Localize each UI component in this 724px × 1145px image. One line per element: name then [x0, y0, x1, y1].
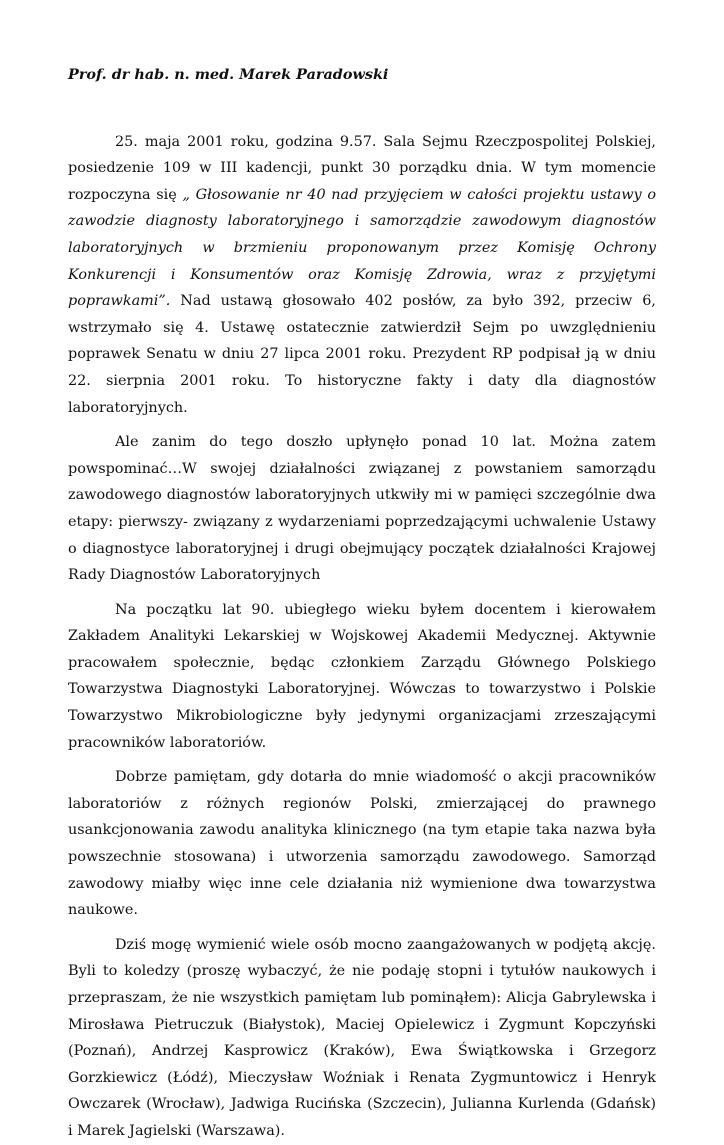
paragraph-1-lead: 25. maja 2001 roku, godzina 9.57. Sala Sejmu Rzeczpospolitej Polskiej, posiedzenie 109 w III kadencji, punkt 30 porządku dnia. W tym momencie rozpoczyna się [68, 133, 656, 203]
document-page [68, 62, 656, 1145]
paragraph-3: Na początku lat 90. ubiegłego wieku byłem docentem i kierowałem Zakładem Analityki Lekarskiej w Wojskowej Akademii Medycznej. Aktywnie pracowałem społecznie, będąc członkiem Zarządu Głównego Polskiego Towarzystwa Diagnostyki Laboratoryjnej. Wówczas to towarzystwo i Polskie Towarzystwo Mikrobiologiczne były jedynymi organizacjami zrzeszającymi pracowników laboratoriów. [68, 601, 656, 751]
paragraph-5: Dziś mogę wymienić wiele osób mocno zaangażowanych w podjętą akcję. Byli to koledzy (proszę wybaczyć, że nie podaję stopni i tytułów naukowych i przepraszam, że nie wszystkich pamiętam lub pominąłem): Alicja Gabrylewska i Mirosława Pietruczuk (Białystok), Maciej Opielewicz i Zygmunt Kopczyński (Poznań), Andrzej Kasprowicz (Kraków), Ewa Świątkowska i Grzegorz Gorzkiewicz (Łódź), Mieczysław Woźniak i Renata Zygmuntowicz i Henryk Owczarek (Wrocław), Jadwiga Rucińska (Szczecin), Julianna Kurlenda (Gdańsk) i Marek Jagielski (Warszawa). [68, 936, 656, 1139]
paragraph-4: Dobrze pamiętam, gdy dotarła do mnie wiadomość o akcji pracowników laboratoriów z różnych regionów Polski, zmierzającej do prawnego usankcjonowania zawodu analityka klinicznego (na tym etapie taka nazwa była powszechnie stosowana) i utworzenia samorządu zawodowego. Samorząd zawodowy miałby więc inne cele działania niż wymienione dwa towarzystwa naukowe. [68, 769, 656, 919]
paragraph-1-quote: „ Głosowanie nr 40 nad przyjęciem w całości projektu ustawy o zawodzie diagnosty laboratoryjnego i samorządzie zawodowym diagnostów laboratoryjnych w brzmieniu proponowanym przez Komisję Ochrony Konkurencji i Konsumentów oraz Komisję Zdrowia, wraz z przyjętymi poprawkami”. [68, 186, 656, 310]
paragraph-1 [68, 129, 656, 422]
author-line: Prof. dr hab. n. med. Marek Paradowski [68, 66, 389, 83]
paragraph-1-rest: Nad ustawą głosowało 402 posłów, za było 392, przeciw 6, wstrzymało się 4. Ustawę ostatecznie zatwierdził Sejm po uwzględnieniu poprawek Senatu w dniu 27 lipca 2001 roku. Prezydent RP podpisał ją w dniu 22. sierpnia 2001 roku. To historyczne fakty i daty dla diagnostów laboratoryjnych. [68, 293, 656, 416]
paragraph-2: Ale zanim do tego doszło upłynęło ponad 10 lat. Można zatem powspominać…W swojej działalności związanej z powstaniem samorządu zawodowego diagnostów laboratoryjnych utkwiły mi w pamięci szczególnie dwa etapy: pierwszy- związany z wydarzeniami poprzedzającymi uchwalenie Ustawy o diagnostyce laboratoryjnej i drugi obejmujący początek działalności Krajowej Rady Diagnostów Laboratoryjnych [68, 434, 656, 584]
